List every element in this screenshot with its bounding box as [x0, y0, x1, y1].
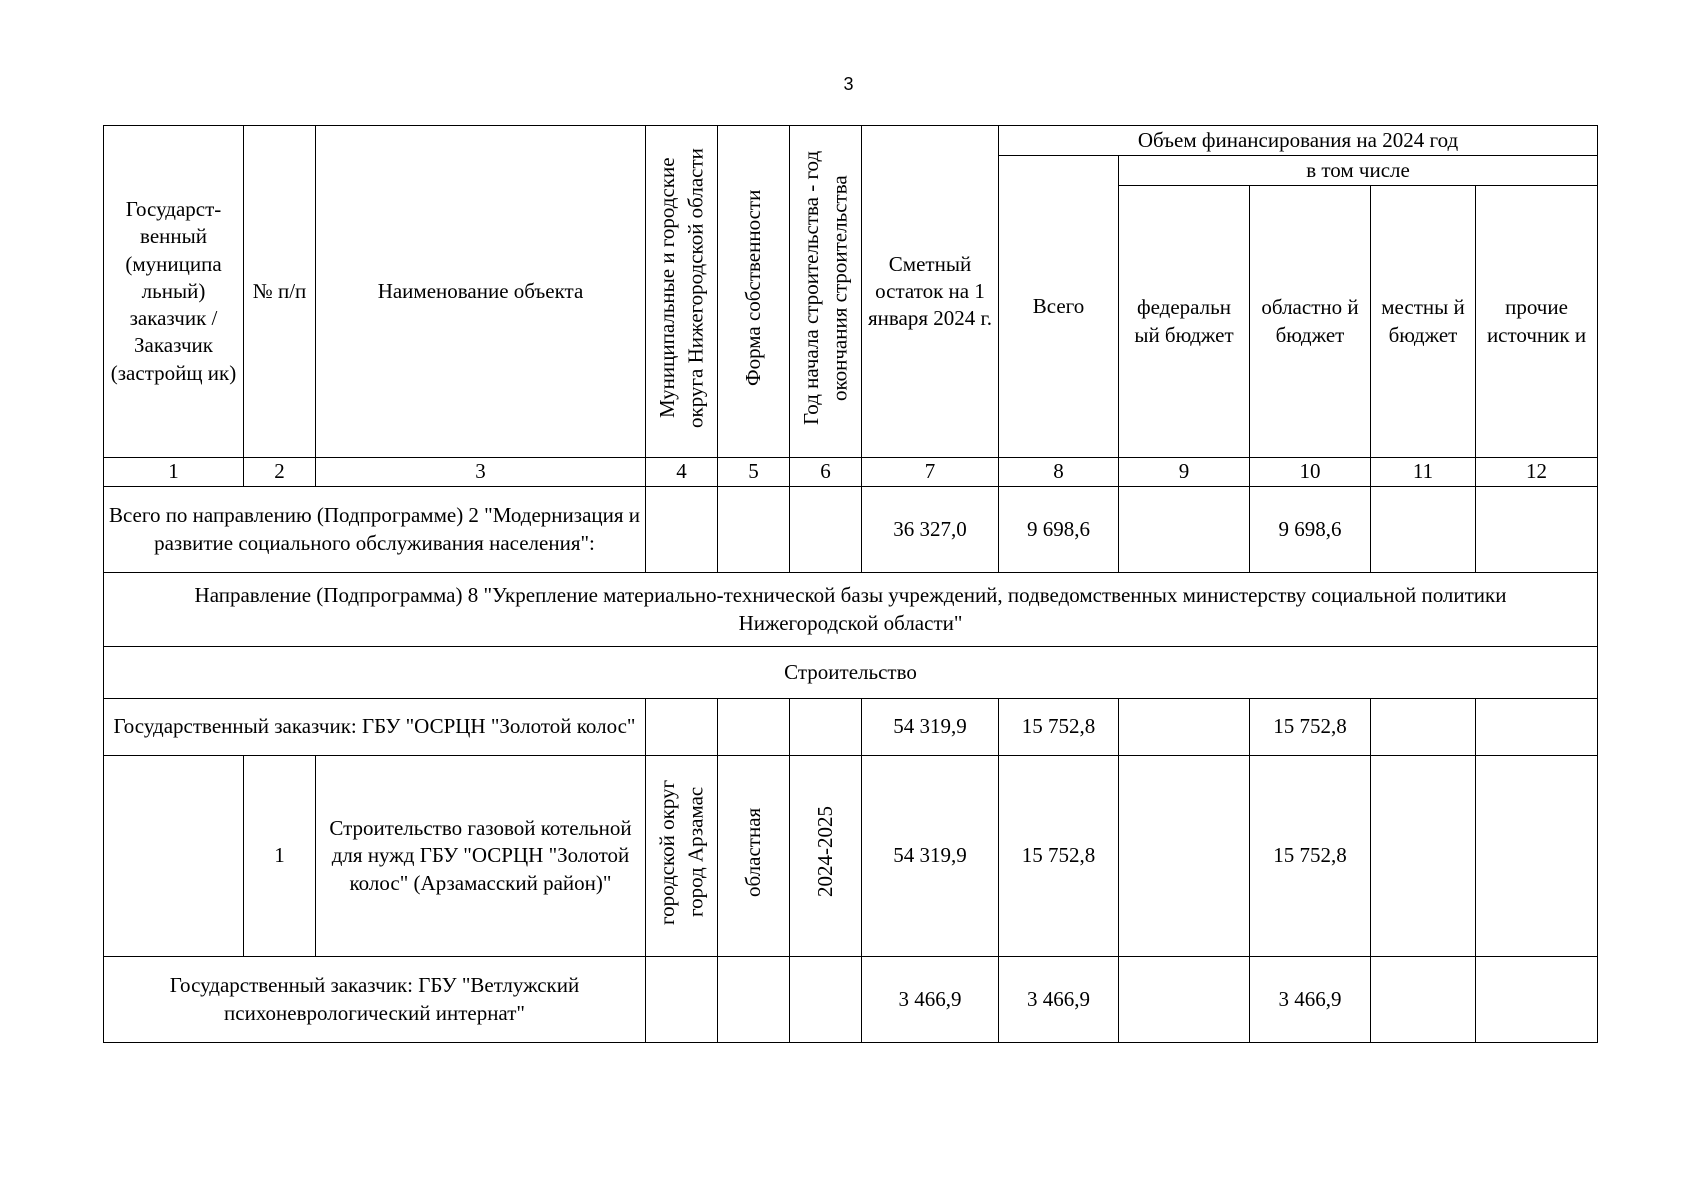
total-row-label: Всего по направлению (Подпрограмме) 2 "Модернизация и развитие социального обслуживания населения": — [104, 487, 646, 573]
column-number: 2 — [244, 458, 316, 487]
customer-row — [104, 957, 1598, 1043]
column-number: 3 — [316, 458, 646, 487]
header-total: Всего — [999, 156, 1119, 458]
header-balance: Сметный остаток на 1 января 2024 г. — [862, 126, 999, 458]
header-federal: федеральн ый бюджет — [1119, 186, 1250, 458]
object-1-ownership-text: областная — [741, 807, 766, 897]
column-number: 6 — [790, 458, 862, 487]
object-1-municipal — [646, 756, 718, 957]
direction-title: Направление (Подпрограмма) 8 "Укрепление материально-технической базы учреждений, подведомственных министерству социальной политики Нижегородской области" — [104, 573, 1598, 647]
object-1-balance: 54 319,9 — [862, 756, 999, 957]
customer-2-years — [790, 957, 862, 1043]
column-number: 8 — [999, 458, 1119, 487]
customer-2-municipal — [646, 957, 718, 1043]
customer-2-other — [1476, 957, 1598, 1043]
column-number: 9 — [1119, 458, 1250, 487]
header-municipal-text: Муниципальные и городские округа Нижегородской области — [655, 147, 708, 428]
object-1-total: 15 752,8 — [999, 756, 1119, 957]
object-1-ownership — [718, 756, 790, 957]
object-1-years — [790, 756, 862, 957]
total-row — [104, 487, 1598, 573]
column-number: 4 — [646, 458, 718, 487]
column-number: 12 — [1476, 458, 1598, 487]
section-title: Строительство — [104, 647, 1598, 699]
header-years — [790, 126, 862, 458]
header-other: прочие источник и — [1476, 186, 1598, 458]
header-object-name: Наименование объекта — [316, 126, 646, 458]
header-ownership — [718, 126, 790, 458]
total-row-total: 9 698,6 — [999, 487, 1119, 573]
customer-1-balance: 54 319,9 — [862, 699, 999, 756]
column-number: 10 — [1250, 458, 1371, 487]
total-row-years — [790, 487, 862, 573]
column-number: 11 — [1371, 458, 1476, 487]
total-row-federal — [1119, 487, 1250, 573]
header-customer: Государст-венный (муниципа льный) заказчик / Заказчик (застройщ ик) — [104, 126, 244, 458]
customer-2-total: 3 466,9 — [999, 957, 1119, 1043]
customer-2-label: Государственный заказчик: ГБУ "Ветлужский психоневрологический интернат" — [104, 957, 646, 1043]
total-row-ownership — [718, 487, 790, 573]
total-row-local — [1371, 487, 1476, 573]
total-row-balance: 36 327,0 — [862, 487, 999, 573]
object-1-federal — [1119, 756, 1250, 957]
customer-1-local — [1371, 699, 1476, 756]
header-years-text: Год начала строительства - год окончания строительства — [799, 150, 852, 425]
object-1-name: Строительство газовой котельной для нужд ГБУ "ОСРЦН "Золотой колос" (Арзамасский район)" — [316, 756, 646, 957]
object-1-regional: 15 752,8 — [1250, 756, 1371, 957]
object-1-other — [1476, 756, 1598, 957]
column-number: 5 — [718, 458, 790, 487]
customer-1-label: Государственный заказчик: ГБУ "ОСРЦН "Золотой колос" — [104, 699, 646, 756]
total-row-municipal — [646, 487, 718, 573]
total-row-regional: 9 698,6 — [1250, 487, 1371, 573]
customer-2-ownership — [718, 957, 790, 1043]
column-numbers-row — [104, 458, 1598, 487]
header-financing-group: Объем финансирования на 2024 год — [999, 126, 1598, 156]
object-1-num: 1 — [244, 756, 316, 957]
page-number: 3 — [843, 74, 854, 94]
object-row — [104, 756, 1598, 957]
customer-1-years — [790, 699, 862, 756]
header-local: местны й бюджет — [1371, 186, 1476, 458]
object-1-local — [1371, 756, 1476, 957]
header-including: в том числе — [1119, 156, 1598, 186]
customer-2-local — [1371, 957, 1476, 1043]
customer-1-municipal — [646, 699, 718, 756]
financing-table — [103, 125, 1598, 1043]
customer-1-regional: 15 752,8 — [1250, 699, 1371, 756]
object-1-municipal-text: городской округ город Арзамас — [655, 779, 708, 925]
customer-1-federal — [1119, 699, 1250, 756]
customer-2-regional: 3 466,9 — [1250, 957, 1371, 1043]
header-regional: областно й бюджет — [1250, 186, 1371, 458]
header-municipal — [646, 126, 718, 458]
customer-1-ownership — [718, 699, 790, 756]
customer-2-federal — [1119, 957, 1250, 1043]
column-number: 7 — [862, 458, 999, 487]
header-ownership-text: Форма собственности — [741, 189, 766, 387]
header-num: № п/п — [244, 126, 316, 458]
object-1-years-text: 2024-2025 — [813, 806, 838, 898]
object-1-customer — [104, 756, 244, 957]
customer-row — [104, 699, 1598, 756]
total-row-other — [1476, 487, 1598, 573]
column-number: 1 — [104, 458, 244, 487]
customer-2-balance: 3 466,9 — [862, 957, 999, 1043]
customer-1-other — [1476, 699, 1598, 756]
customer-1-total: 15 752,8 — [999, 699, 1119, 756]
